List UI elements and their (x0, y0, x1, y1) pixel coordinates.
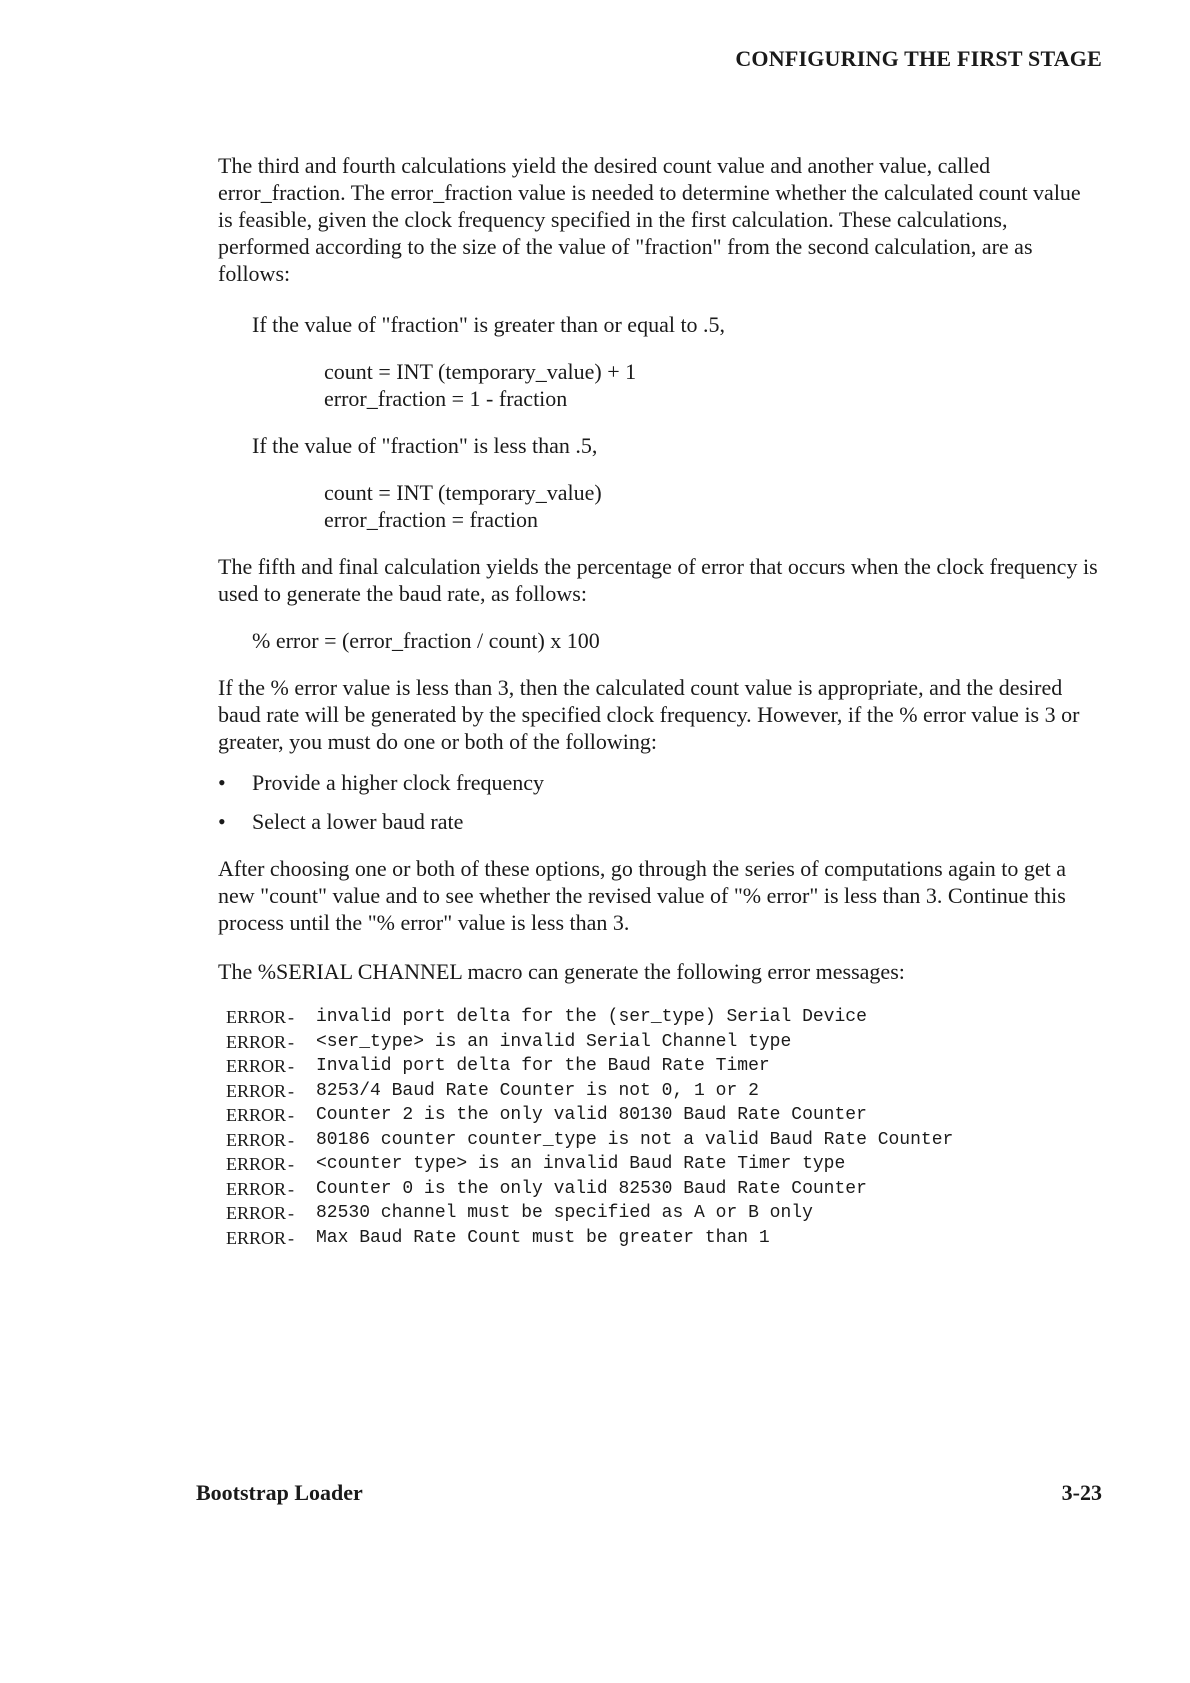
case1-intro: If the value of "fraction" is greater than or equal to .5, (252, 312, 726, 337)
error-messages-list (218, 1005, 1098, 1250)
error-message-row: ERROR - 82530 channel must be specified as A or B only (226, 1203, 813, 1223)
footer-book-title: Bootstrap Loader (196, 1480, 363, 1505)
page-content (218, 152, 1098, 1250)
error-message-row: ERROR - Counter 0 is the only valid 82530 Baud Rate Counter (226, 1178, 867, 1199)
case1-formulas (218, 358, 1098, 412)
case2-error-fraction-formula: error_fraction = fraction (324, 507, 538, 532)
error-message-row: ERROR - <ser_type> is an invalid Serial Channel type (226, 1031, 792, 1052)
paragraph-repeat-process: After choosing one or both of these options, go through the series of computations again to get a new "count" value and to see whether the revised value of "% error" is less than 3. Continue this process until the "% error" value is less than 3. (218, 856, 1067, 935)
error-message-row: ERROR - Counter 2 is the only valid 80130 Baud Rate Counter (226, 1105, 867, 1125)
case2-count-formula: count = INT (temporary_value) (324, 480, 602, 505)
paragraph-final-calculation: The fifth and final calculation yields the percentage of error that occurs when the clock frequency is used to generate the baud rate, as follows: (218, 554, 1098, 606)
case2-formulas (218, 479, 1098, 533)
bullet-icon: • (218, 809, 226, 834)
error-message-row: ERROR - 8253/4 Baud Rate Counter is not 0, 1 or 2 (226, 1080, 759, 1101)
paragraph-error-threshold: If the % error value is less than 3, then the calculated count value is appropriate, and the desired baud rate will be generated by the specified clock frequency. However, if the % error value is 3 or greater, you must do one or both of the following: (218, 675, 1080, 754)
error-message-row: ERROR - <counter type> is an invalid Baud Rate Timer type (226, 1154, 846, 1174)
list-item: • Provide a higher clock frequency (218, 770, 544, 795)
error-message-row: ERROR - 80186 counter counter_type is not a valid Baud Rate Counter (226, 1129, 954, 1150)
case1-count-formula: count = INT (temporary_value) + 1 (324, 359, 637, 384)
percent-error-formula: % error = (error_fraction / count) x 100 (252, 628, 600, 653)
error-message-row: ERROR - invalid port delta for the (ser_type) Serial Device (226, 1007, 867, 1027)
case1-error-fraction-formula: error_fraction = 1 - fraction (324, 386, 568, 411)
error-message-row: ERROR - Invalid port delta for the Baud Rate Timer (226, 1056, 770, 1076)
options-list (218, 769, 1098, 835)
error-message-row: ERROR - Max Baud Rate Count must be greater than 1 (226, 1227, 770, 1248)
running-header-title: CONFIGURING THE FIRST STAGE (735, 46, 1102, 71)
bullet-icon: • (218, 770, 226, 795)
case2-intro: If the value of "fraction" is less than .5, (252, 433, 598, 458)
footer-page-number: 3-23 (1061, 1480, 1102, 1505)
paragraph-error-messages-intro: The %SERIAL CHANNEL macro can generate the following error messages: (218, 959, 905, 984)
paragraph-calculations-intro: The third and fourth calculations yield the desired count value and another value, called error_fraction. The error_fraction value is needed to determine whether the calculated count value is feasible, given the clock frequency specified in the first calculation. These calculations, performed according to the size of the value of "fraction" from the second calculation, are as follows: (218, 153, 1081, 286)
list-item: • Select a lower baud rate (218, 809, 464, 834)
